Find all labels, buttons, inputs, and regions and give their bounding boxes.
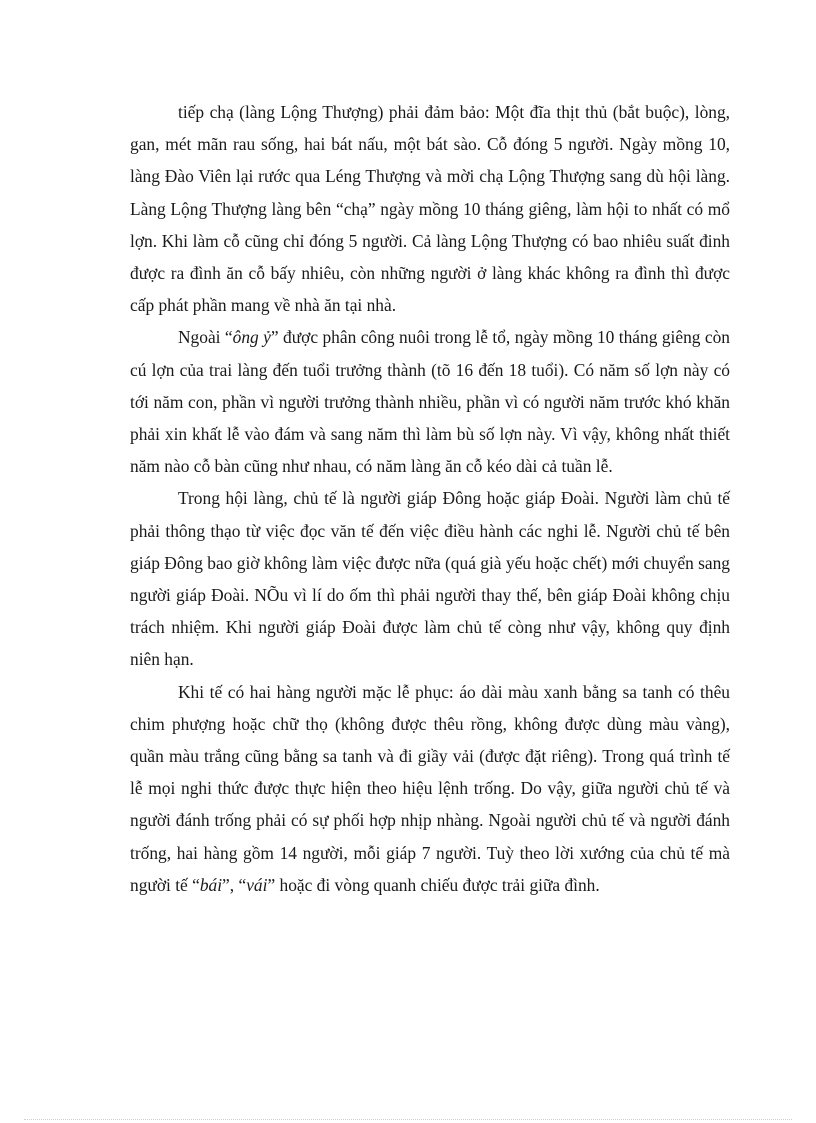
footer-divider [24, 1119, 792, 1120]
paragraph-2-text-a: Ngoài “ [178, 327, 233, 348]
paragraph-1 [130, 96, 730, 321]
paragraph-4-text-c: ” hoặc đi vòng quanh chiếu được trải giữa đình. [267, 874, 600, 895]
paragraph-4 [130, 676, 730, 901]
paragraph-4-italic-vai: vái [246, 874, 268, 895]
paragraph-1-text: tiếp chạ (làng Lộng Thượng) phải đảm bảo: Một đĩa thịt thủ (bắt buộc), lòng, gan, mét mãn rau sống, hai bát nấu, một bát sào. Cỗ đóng 5 người. Ngày mồng 10, làng Đào Viên lại rước qua Léng Thượng và mời chạ Lộng Thượng sang dù hội làng. Làng Lộng Thượng làng bên “chạ” ngày mồng 10 tháng giêng, làm hội to nhất có mổ lợn. Khi làm cỗ cũng chỉ đóng 5 người. Cả làng Lộng Thượng có bao nhiêu suất đinh được ra đình ăn cỗ bấy nhiêu, còn những người ở làng khác không ra đình thì được cấp phát phần mang về nhà ăn tại nhà. [130, 102, 730, 316]
paragraph-4-text-a: Khi tế có hai hàng người mặc lễ phục: áo dài màu xanh bằng sa tanh có thêu chim phượng hoặc chữ thọ (không được thêu rồng, không được dùng màu vàng), quần màu trắng cũng bằng sa tanh và đi giầy vải (được đặt riêng). Trong quá trình tế lễ mọi nghi thức được thực hiện theo hiệu lệnh trống. Do vậy, giữa người chủ tế và người đánh trống phải có sự phối hợp nhịp nhàng. Ngoài người chủ tế và người đánh trống, hai hàng gồm 14 người, mỗi giáp 7 người. Tuỳ theo lời xướng của chủ tế mà người tế “ [130, 681, 730, 895]
paragraph-2-italic-term: ông ỷ [232, 327, 271, 348]
paragraph-2 [130, 321, 730, 482]
paragraph-4-text-b: ”, “ [222, 874, 247, 895]
document-body [130, 96, 730, 901]
paragraph-2-text-b: ” được phân công nuôi trong lễ tổ, ngày mồng 10 tháng giêng còn cú lợn của trai làng đến tuổi trưởng thành (tõ 16 đến 18 tuổi). Có năm số lợn này có tới năm con, phần vì người trưởng thành nhiều, phần vì có người năm trước khó khăn phải xin khất lễ vào đám và sang năm thì làm bù số lợn này. Vì vậy, không nhất thiết năm nào cỗ bàn cũng như nhau, có năm làng ăn cỗ kéo dài cả tuần lễ. [130, 327, 730, 477]
paragraph-3-text: Trong hội làng, chủ tế là người giáp Đông hoặc giáp Đoài. Người làm chủ tế phải thông thạo từ việc đọc văn tế đến việc điều hành các nghi lễ. Người chủ tế bên giáp Đông bao giờ không làm việc được nữa (quá già yếu hoặc chết) mới chuyển sang người giáp Đoài. NÕu vì lí do ốm thì phải người thay thế, bên giáp Đoài không chịu trách nhiệm. Khi người giáp Đoài được làm chủ tế còng như vậy, không quy định niên hạn. [130, 488, 730, 670]
paragraph-3 [130, 482, 730, 675]
paragraph-4-italic-bai: bái [199, 874, 223, 895]
